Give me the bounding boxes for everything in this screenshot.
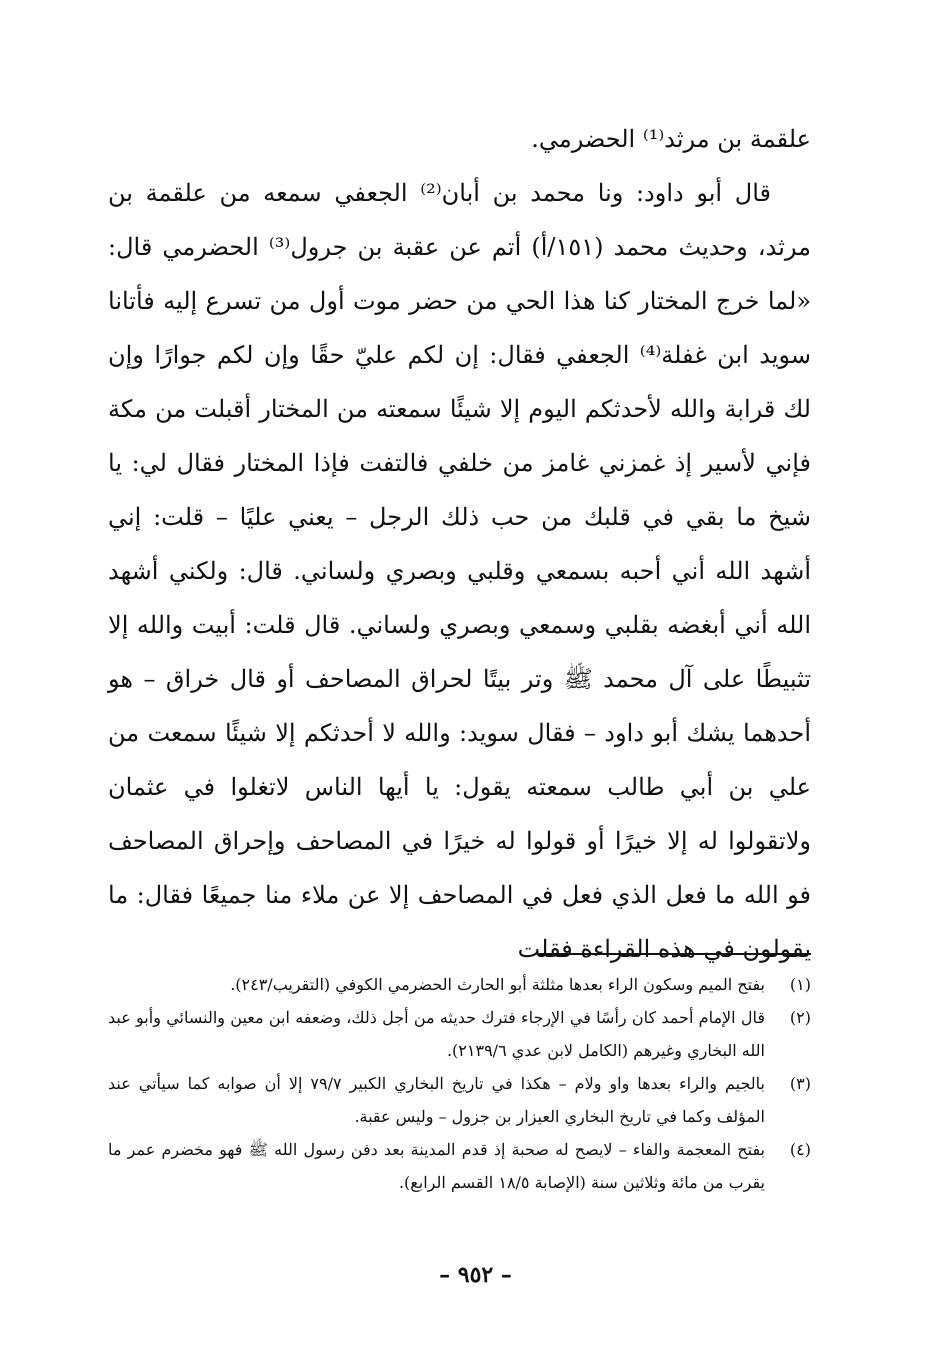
footnote-text: بفتح الميم وسكون الراء بعدها مثلثة أبو الحارث الحضرمي الكوفي (التقريب/٢٤٣). [230, 975, 765, 994]
footnote-text: بالجيم والراء بعدها واو ولام – هكذا في تاريخ البخاري الكبير ٧٩/٧ إلا أن صوابه كما سيأتي عند المؤلف وكما في تاريخ البخاري العيزار بن جزول – وليس عقبة. [108, 1074, 765, 1126]
footnote-2 [108, 1001, 811, 1067]
paragraph-intro: علقمة بن مرثد⁽¹⁾ الحضرمي. [531, 125, 811, 153]
paragraph-hadith: قال أبو داود: ونا محمد بن أبان⁽²⁾ الجعفي سمعه من علقمة بن مرثد، وحديث محمد (١٥١/أ) أتم عن عقبة بن جرول⁽³⁾ الحضرمي قال: «لما خرج المختار كنا هذا الحي من حضر موت أول من تسرع إليه فأتانا سويد ابن غفلة⁽⁴⁾ الجعفي فقال: إن لكم عليّ حقًا وإن لكم جوارًا وإن لك قرابة والله لأحدثكم اليوم إلا شيئًا سمعته من المختار أقبلت من مكة فإني لأسير إذ غمزني غامز من خلفي فالتفت فإذا المختار فقال لي: يا شيخ ما بقي في قلبك من حب ذلك الرجل – يعني عليًا – قلت: إني أشهد الله أني أحبه بسمعي وقلبي وبصري ولساني. قال: ولكني أشهد الله أني أبغضه بقلبي وسمعي وبصري ولساني. قال قلت: أبيت والله إلا تثبيطًا على آل محمد ﷺ وتر بيتًا لحراق المصاحف أو قال خراق – هو أحدهما يشك أبو داود – فقال سويد: والله لا أحدثكم إلا شيئًا سمعت من علي بن أبي طالب سمعته يقول: يا أيها الناس لاتغلوا في عثمان ولاتقولوا له إلا خيرًا أو قولوا له خيرًا في المصاحف وإحراق المصاحف فو الله ما فعل الذي فعل في المصاحف إلا عن ملاء منا جميعًا فقال: ما يقولون في هذه القراءة فقلت [108, 179, 812, 963]
page-number: – ٩٥٢ – [439, 1262, 512, 1288]
footnotes [108, 968, 811, 1199]
footnote-3 [108, 1067, 811, 1133]
main-text [108, 112, 811, 976]
footnote-divider [539, 953, 811, 955]
footnote-number: (٢) [789, 1008, 811, 1027]
footnote-1 [108, 968, 811, 1001]
footnote-4 [108, 1133, 811, 1199]
footnote-number: (٤) [789, 1140, 811, 1159]
footnote-number: (٣) [789, 1074, 811, 1093]
footnote-text: بفتح المعجمة والفاء – لايصح له صحبة إذ قدم المدينة بعد دفن رسول الله ﷺ فهو مخضرم عمر ما يقرب من مائة وثلاثين سنة (الإصابة ١٨/٥ القسم الرابع). [108, 1140, 765, 1192]
footnote-number: (١) [789, 975, 811, 994]
footnote-text: قال الإمام أحمد كان رأسًا في الإرجاء فترك حديثه من أجل ذلك، وضعفه ابن معين والنسائي وأبو عبد الله البخاري وغيرهم (الكامل لابن عدي ٢١٣٩/٦). [108, 1008, 766, 1060]
